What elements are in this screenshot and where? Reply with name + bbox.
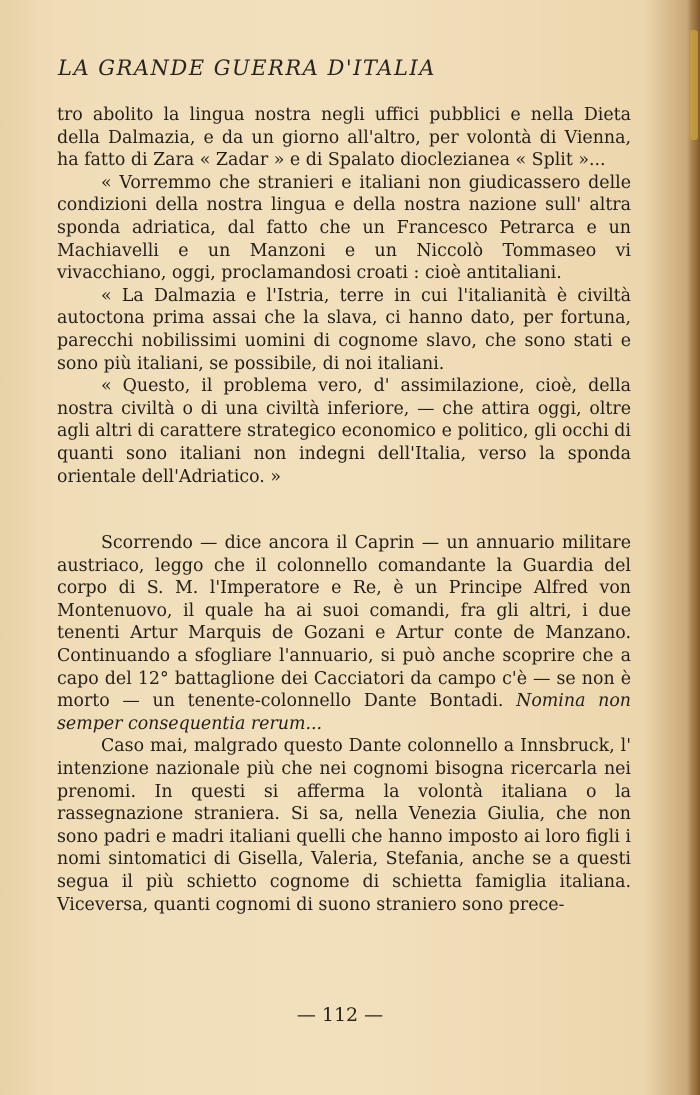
paragraph-scorrendo-text: Scorrendo — dice ancora il Caprin — un annuario militare austriaco, leggo che il colonnello comandante la Guardia del corpo di S. M. l'Imperatore e Re, è un Principe Alfred von Montenuovo, il quale ha ai suoi comandi, fra gli altri, i due tenenti Artur Marquis de Gozani e Artur conte de Manzano. Continuando a sfogliare l'annuario, si può anche scoprire che a capo del 12° battaglione dei Cacciatori da campo c'è — se non è morto — un tenente-colonnello Dante Bontadi. [57, 533, 631, 712]
paragraph-scorrendo [57, 532, 631, 735]
body-text [57, 104, 631, 916]
paragraph-quote-3: « Questo, il problema vero, d' assimilazione, cioè, della nostra civiltà o di una civiltà inferiore, — che attira oggi, oltre agli altri di carattere strategico economico e politico, gli occhi di quanti sono italiani non indegni dell'Italia, verso la sponda orientale dell'Adriatico. » [57, 376, 631, 487]
page-edge [688, 0, 700, 1095]
running-head: LA GRANDE GUERRA D'ITALIA [58, 56, 436, 80]
paragraph-quote-1: « Vorremmo che stranieri e italiani non giudicassero delle condizioni della nostra lingua e della nostra nazione sull' altra sponda adriatica, dal fatto che un Francesco Petrarca e un Machiavelli e un Manzoni e un Niccolò Tommaseo vi vivacchiano, oggi, proclamandosi croati : cioè antitaliani. [57, 172, 631, 284]
paragraph-caso-mai: Caso mai, malgrado questo Dante colonnello a Innsbruck, l' intenzione nazionale più che nei cognomi bisogna ricercarla nei prenomi. In questi si afferma la volontà italiana o la rassegnazione straniera. Si sa, nella Venezia Giulia, che non sono padri e madri italiani quelli che hanno imposto ai loro figli i nomi sintomatici di Gisella, Valeria, Stefania, anche se a questi segua il più schietto cognome di schietta famiglia italiana. Viceversa, quanti cognomi di suono straniero sono prece- [57, 736, 631, 915]
page-number: — 112 — [296, 1004, 384, 1026]
paragraph-continued: tro abolito la lingua nostra negli uffici pubblici e nella Dieta della Dalmazia, e da un giorno all'altro, per volontà di Vienna, ha fatto di Zara « Zadar » e di Spalato dioclezianea « Split »... [57, 105, 631, 171]
section-gap [57, 488, 631, 532]
latin-phrase: Nomina non semper consequentia rerum... [57, 691, 631, 734]
paragraph-quote-2: « La Dalmazia e l'Istria, terre in cui l'italianità è civiltà autoctona prima assai che la slava, ci hanno dato, per fortuna, parecchi nobilissimi uomini di cognome slavo, che sono stati e sono più italiani, se possibile, di noi italiani. [57, 285, 631, 374]
spine-mark [690, 30, 698, 140]
